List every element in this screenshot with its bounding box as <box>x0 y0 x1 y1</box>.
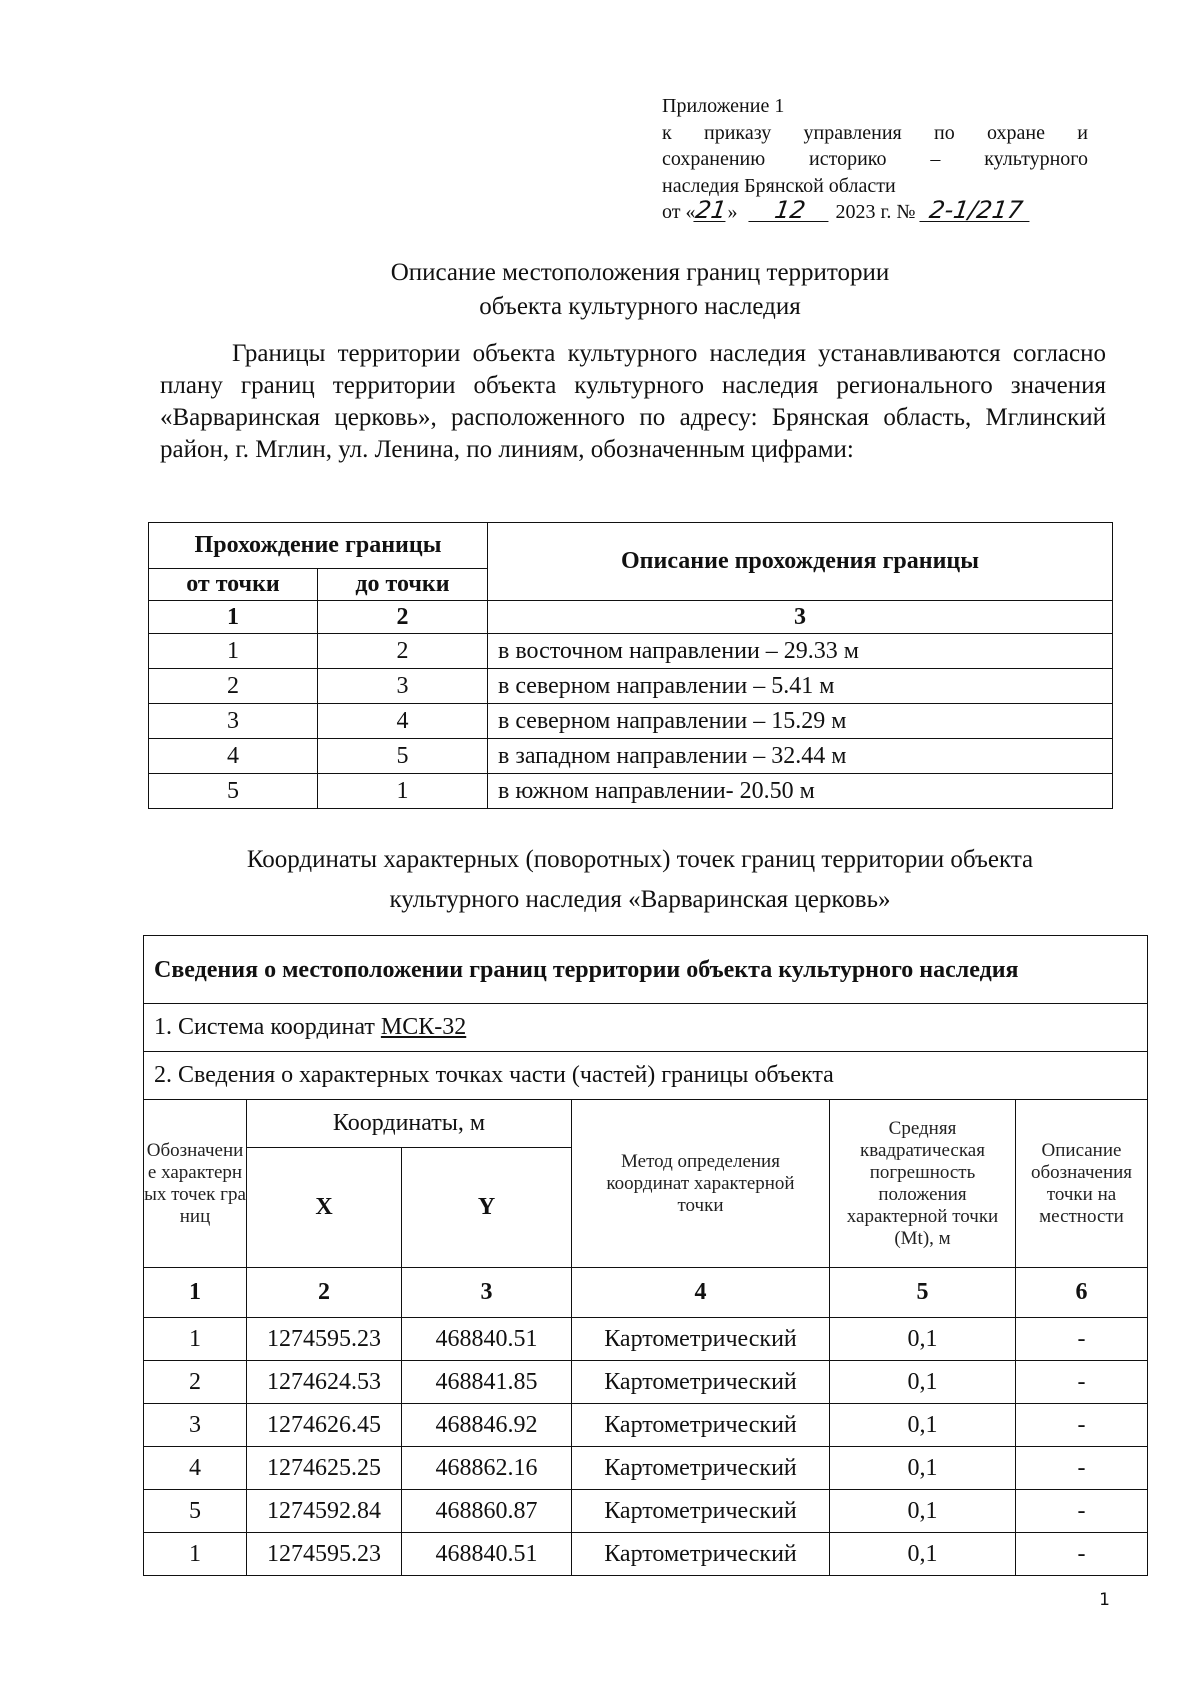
table-row: 4 1274625.25 468862.16 Картометрический 0,1 - <box>144 1447 1148 1490</box>
header-description: Описание обозначения точки на местности <box>1016 1100 1148 1268</box>
appendix-order-line: сохранению историко – культурного <box>662 148 1088 170</box>
table-row: 2 3 в северном направлении – 5.41 м <box>149 669 1113 704</box>
year-text: 2023 г. № <box>835 201 916 223</box>
page-number: 1 <box>1099 1590 1110 1610</box>
header-x: X <box>247 1148 402 1268</box>
column-number: 5 <box>830 1268 1016 1318</box>
table-row: 3 4 в северном направлении – 15.29 м <box>149 704 1113 739</box>
appendix-order-line: к приказу управления по охране и <box>662 121 1088 144</box>
column-number: 2 <box>247 1268 402 1318</box>
table-row: 5 1 в южном направлении- 20.50 м <box>149 774 1113 809</box>
column-number: 4 <box>572 1268 830 1318</box>
page-title: Описание местоположения границ территории объекта культурного наследия <box>390 259 890 320</box>
header-method: Метод определения координат характерной точки <box>572 1100 830 1268</box>
appendix-title: Приложение 1 <box>662 95 785 117</box>
table-row: 4 5 в западном направлении – 32.44 м <box>149 739 1113 774</box>
coordinate-system: 1. Система координат МСК-32 <box>144 1004 1148 1052</box>
appendix-date-line: от «21» 12 2023 г. № 2-1/217 <box>662 199 1088 226</box>
column-number: 1 <box>149 601 318 634</box>
coordinate-system-name: МСК-32 <box>380 1014 467 1040</box>
coordinates-table <box>143 935 1148 1576</box>
points-info: 2. Сведения о характерных точках части (частей) границы объекта <box>144 1052 1148 1100</box>
column-number: 2 <box>318 601 488 634</box>
column-number: 3 <box>488 601 1113 634</box>
appendix-order-line: наследия Брянской области <box>662 174 896 197</box>
table-row: 5 1274592.84 468860.87 Картометрический 0,1 - <box>144 1490 1148 1533</box>
table-row: 2 1274624.53 468841.85 Картометрический 0,1 - <box>144 1361 1148 1404</box>
boundary-header-to: до точки <box>318 569 488 601</box>
boundary-header-description: Описание прохождения границы <box>488 523 1113 601</box>
coordinates-title: Координаты характерных (поворотных) точек границ территории объекта культурного наследия «Варваринская церковь» <box>246 846 1034 913</box>
table-row: 1 1274595.23 468840.51 Картометрический 0,1 - <box>144 1533 1148 1576</box>
header-designation: Обозначение характерных точек границ <box>144 1100 247 1268</box>
table-row: 3 1274626.45 468846.92 Картометрический 0,1 - <box>144 1404 1148 1447</box>
handwritten-day: 21 <box>694 196 729 224</box>
boundary-header-from: от точки <box>149 569 318 601</box>
appendix-header <box>662 93 1088 226</box>
column-number: 3 <box>402 1268 572 1318</box>
coordinates-heading: Сведения о местоположении границ территории объекта культурного наследия <box>144 936 1148 1004</box>
table-row: 1 1274595.23 468840.51 Картометрический 0,1 - <box>144 1318 1148 1361</box>
handwritten-month: 12 <box>749 199 832 222</box>
boundary-header-group: Прохождение границы <box>149 523 488 569</box>
column-number: 6 <box>1016 1268 1148 1318</box>
boundary-table <box>148 522 1113 809</box>
header-error: Средняя квадратическая погрешность положения характерной точки (Mt), м <box>830 1100 1016 1268</box>
handwritten-number: 2-1/217 <box>919 199 1032 222</box>
intro-paragraph: Границы территории объекта культурного наследия устанавливаются согласно плану границ территории объекта культурного наследия регионального значения «Варваринская церковь», расположенного по адресу: Брянская область, Мглинский район, г. Мглин, ул. Ленина, по линиям, обозначенным цифрами: <box>160 340 1106 463</box>
header-coordinates: Координаты, м <box>247 1100 572 1148</box>
column-number: 1 <box>144 1268 247 1318</box>
table-row: 1 2 в восточном направлении – 29.33 м <box>149 634 1113 669</box>
header-y: Y <box>402 1148 572 1268</box>
